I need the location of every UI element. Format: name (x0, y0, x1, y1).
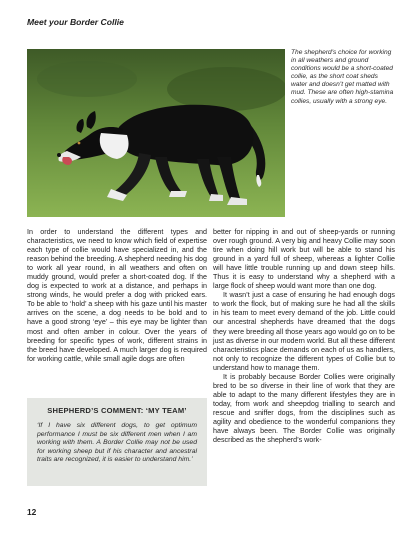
body-paragraph: In order to understand the different types and characteristics, we need to know which field of expertise each type of collie would have specialized in, and the reason behind the breeding. A shepherd needing his dog to work all year round, in all weathers and often on muddy ground, would prefer a short-coated dog. If the dog is expected to work at a distance, and perhaps in strong winds, he would prefer a dog with pricked ears. To be able to ‘hold’ a sheep with his gaze until his master arrives on the scene, a dog needs to be bold and to have a good strong ‘eye’ – this eye may be lighter than most and often amber in colour. Over the years of breeding for specific types of work, different strains in the breed have developed. A much larger dog is required for working cattle, while small agile dogs are often (27, 228, 207, 363)
body-column-left (27, 228, 207, 364)
body-paragraph: better for nipping in and out of sheep-yards or running over rough ground. A very big and heavy Collie may soon tire when doing hill work but will be able to stand his ground in a yard full of sheep, whereas a lighter Collie will have little trouble running up and down steep hills. Thus it is easy to understand why a shepherd with a large flock of sheep would want more than one dog. (213, 228, 395, 291)
running-head: Meet your Border Collie (27, 17, 124, 27)
dog-illustration (27, 49, 285, 217)
comment-title: SHEPHERD’S COMMENT: ‘MY TEAM’ (47, 406, 187, 415)
photo-caption: The shepherd’s choice for working in all weathers and ground conditions would be a short-coated collie, as the short coat sheds water and doesn’t get matted with mud. These are often high-stamina collies, usually with a strong eye. (291, 49, 394, 105)
border-collie-photo (27, 49, 285, 217)
comment-text: ‘If I have six different dogs, to get optimum performance I must be six different men when I am working with them. A Border Collie may not be used for working sheep but if his character and ancestral traits are recognized, it is easier to understand him.’ (37, 422, 197, 464)
body-paragraph: It wasn’t just a case of ensuring he had enough dogs to work the flock, but of making sure he had all the skills in his team to meet every demand of the job. Little could our ancestral shepherds have dreamed that the dogs they were breeding all those years ago would go on to be just as diverse in our modern world. But all these different characteristics place demands on each of us as handlers, not only to recognize the different types of Collie but to understand how to manage them. (213, 291, 395, 372)
body-paragraph: It is probably because Border Collies were originally bred to be so diverse in their line of work that they are able to adapt to the many different lifestyles they are in today, from work and sheepdog trialling to search and rescue and sniffer dogs, from the disciplines such as agility and obedience to the wonderful companions they have always been. The Border Collie was originally described as the shepherd’s work- (213, 372, 395, 445)
body-column-right (213, 228, 395, 445)
shepherds-comment-box (27, 398, 207, 486)
page-number: 12 (27, 507, 37, 517)
